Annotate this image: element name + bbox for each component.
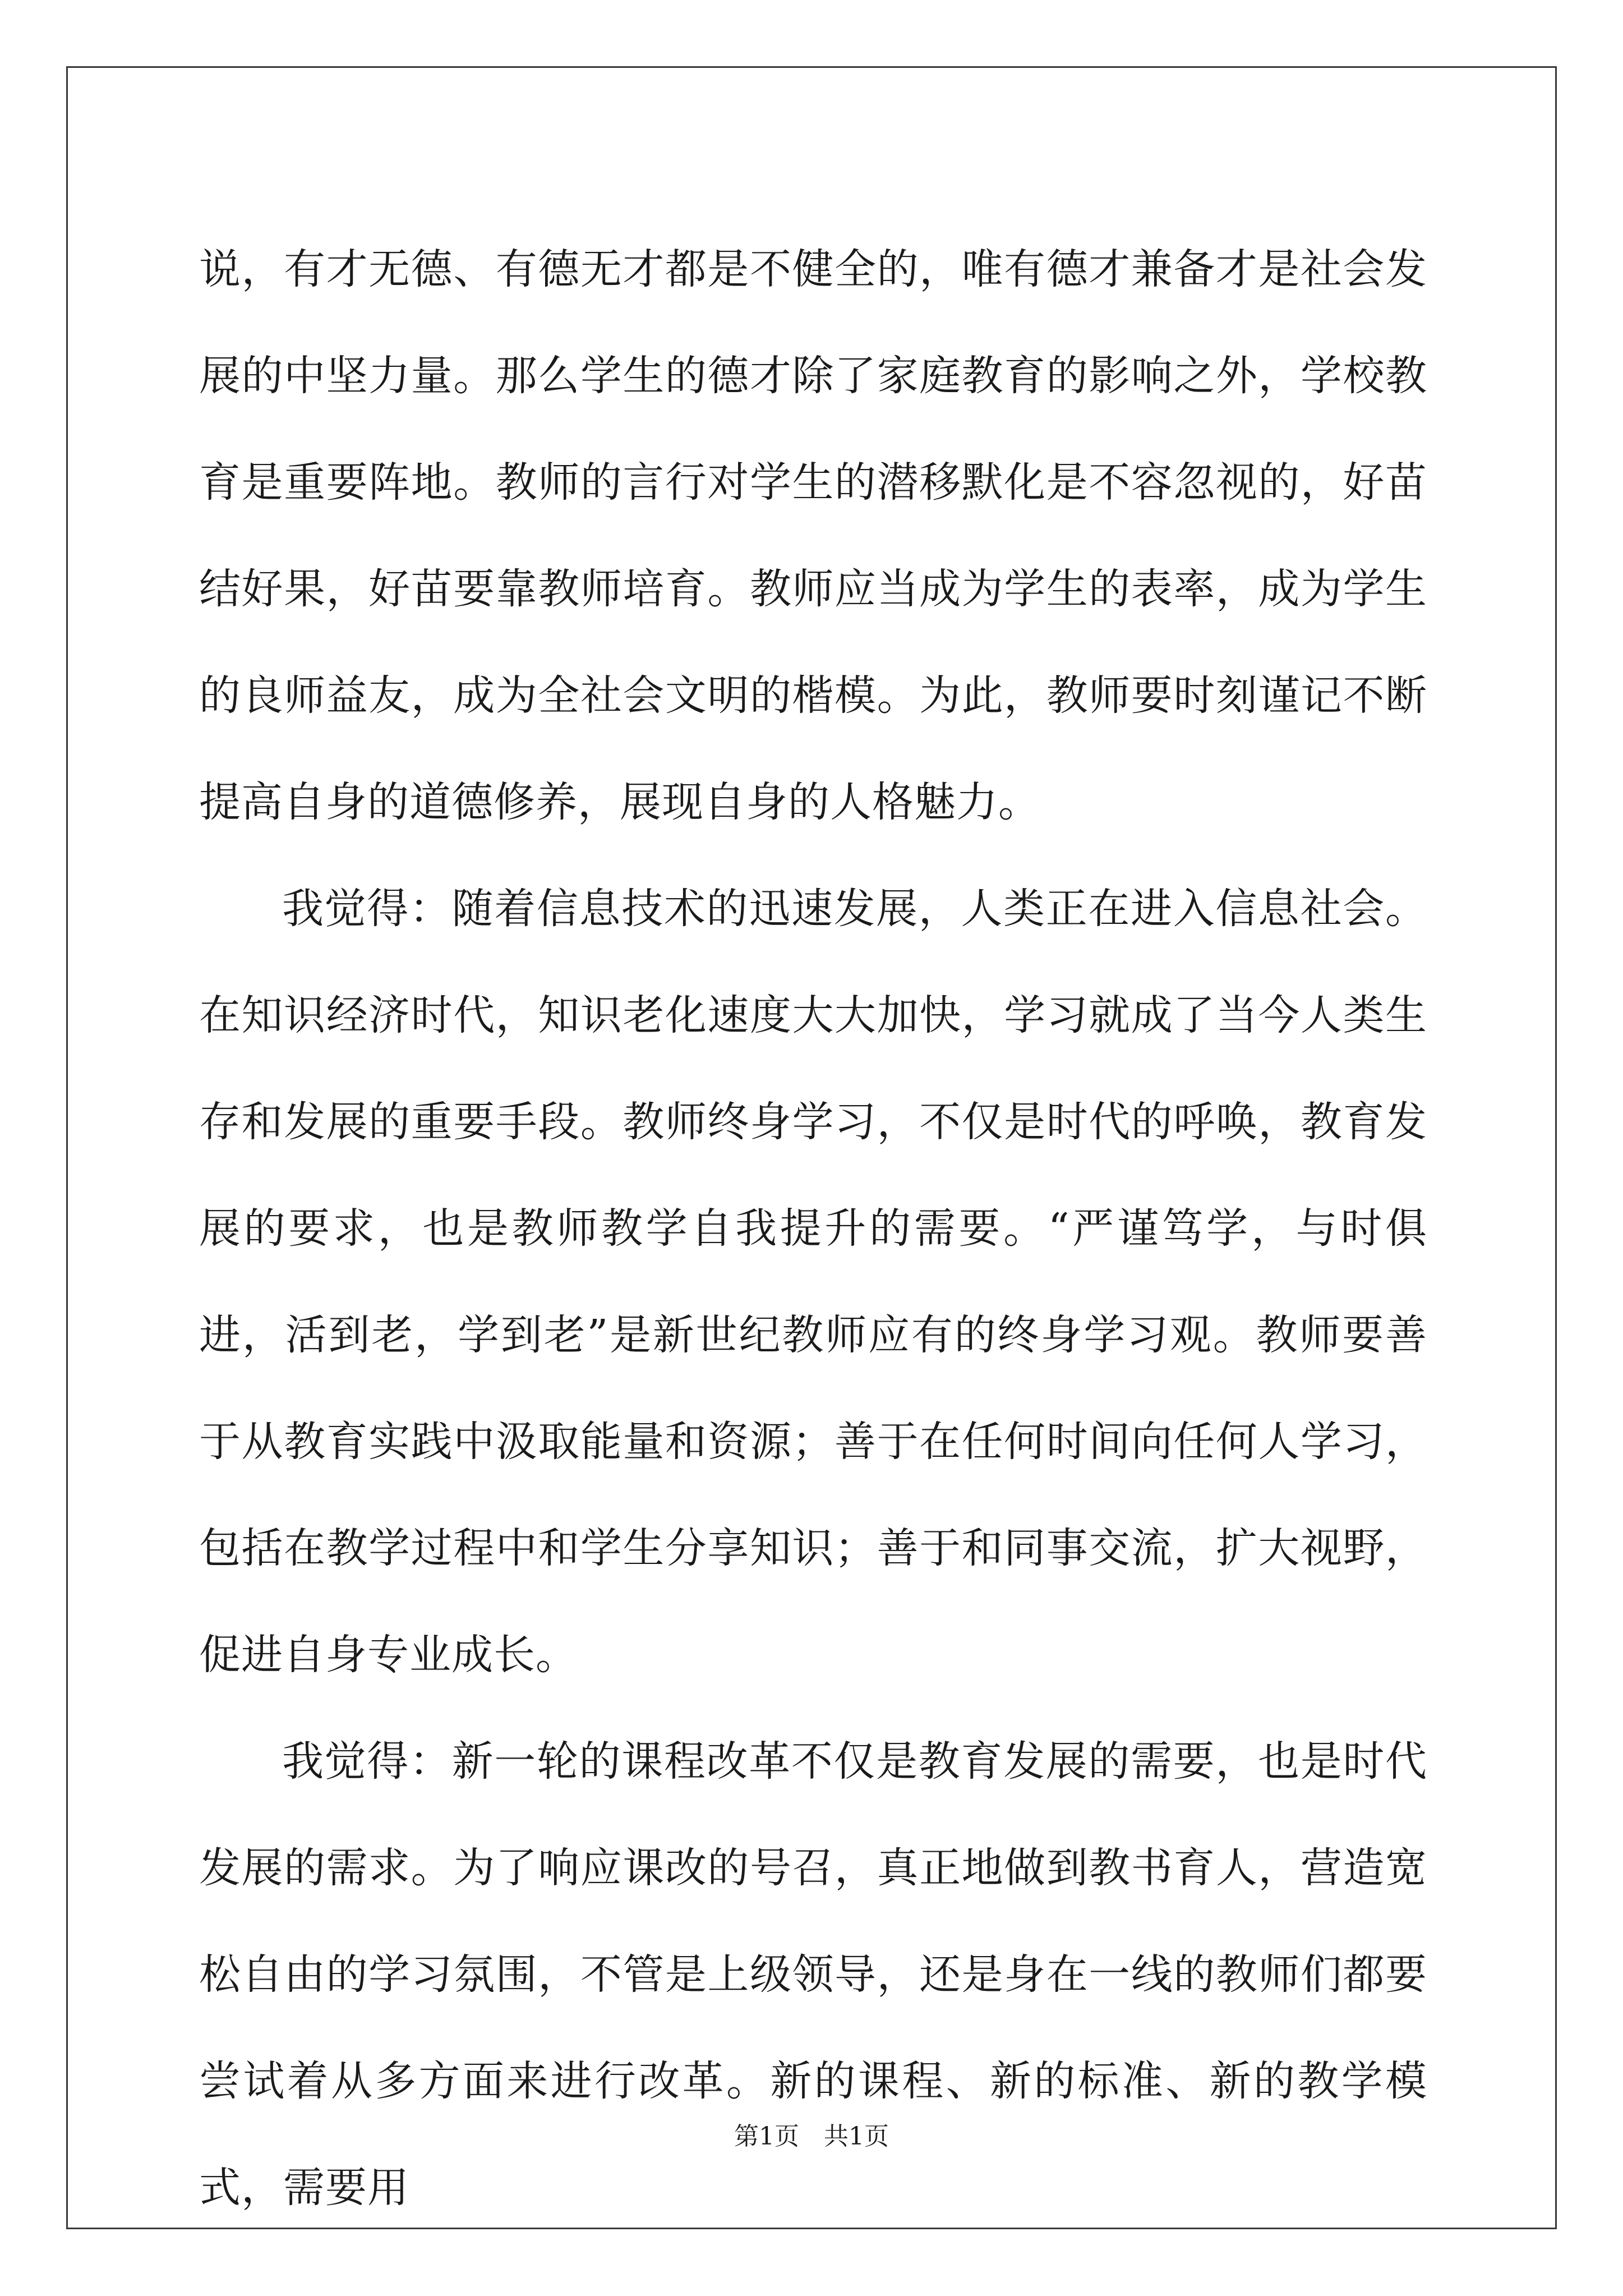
paragraph-2: 我觉得：随着信息技术的迅速发展，人类正在进入信息社会。在知识经济时代，知识老化速度大大加快，学习就成了当今人类生存和发展的重要手段。教师终身学习，不仅是时代的呼唤，教育发展的要求，也是教师教学自我提升的需要。“严谨笃学，与时俱进，活到老，学到老”是新世纪教师应有的终身学习观。教师要善于从教育实践中汲取能量和资源；善于在任何时间向任何人学习，包括在教学过程中和学生分享知识；善于和同事交流，扩大视野，促进自身专业成长。 bbox=[199, 885, 1427, 1679]
page-footer: 第1页 共1页 bbox=[734, 2122, 889, 2151]
paragraph-1: 说，有才无德、有德无才都是不健全的，唯有德才兼备才是社会发展的中坚力量。那么学生的德才除了家庭教育的影响之外，学校教育是重要阵地。教师的言行对学生的潜移默化是不容忽视的，好苗结好果，好苗要靠教师培育。教师应当成为学生的表率，成为学生的良师益友，成为全社会文明的楷模。为此，教师要时刻谨记不断提高自身的道德修养，展现自身的人格魅力。 bbox=[199, 245, 1427, 826]
paragraph-3: 我觉得：新一轮的课程改革不仅是教育发展的需要，也是时代发展的需求。为了响应课改的号召，真正地做到教书育人，营造宽松自由的学习氛围，不管是上级领导，还是身在一线的教师们都要尝试着从多方面来进行改革。新的课程、新的标准、新的教学模式，需要用 bbox=[199, 1737, 1427, 2212]
document-body bbox=[199, 216, 1427, 2241]
